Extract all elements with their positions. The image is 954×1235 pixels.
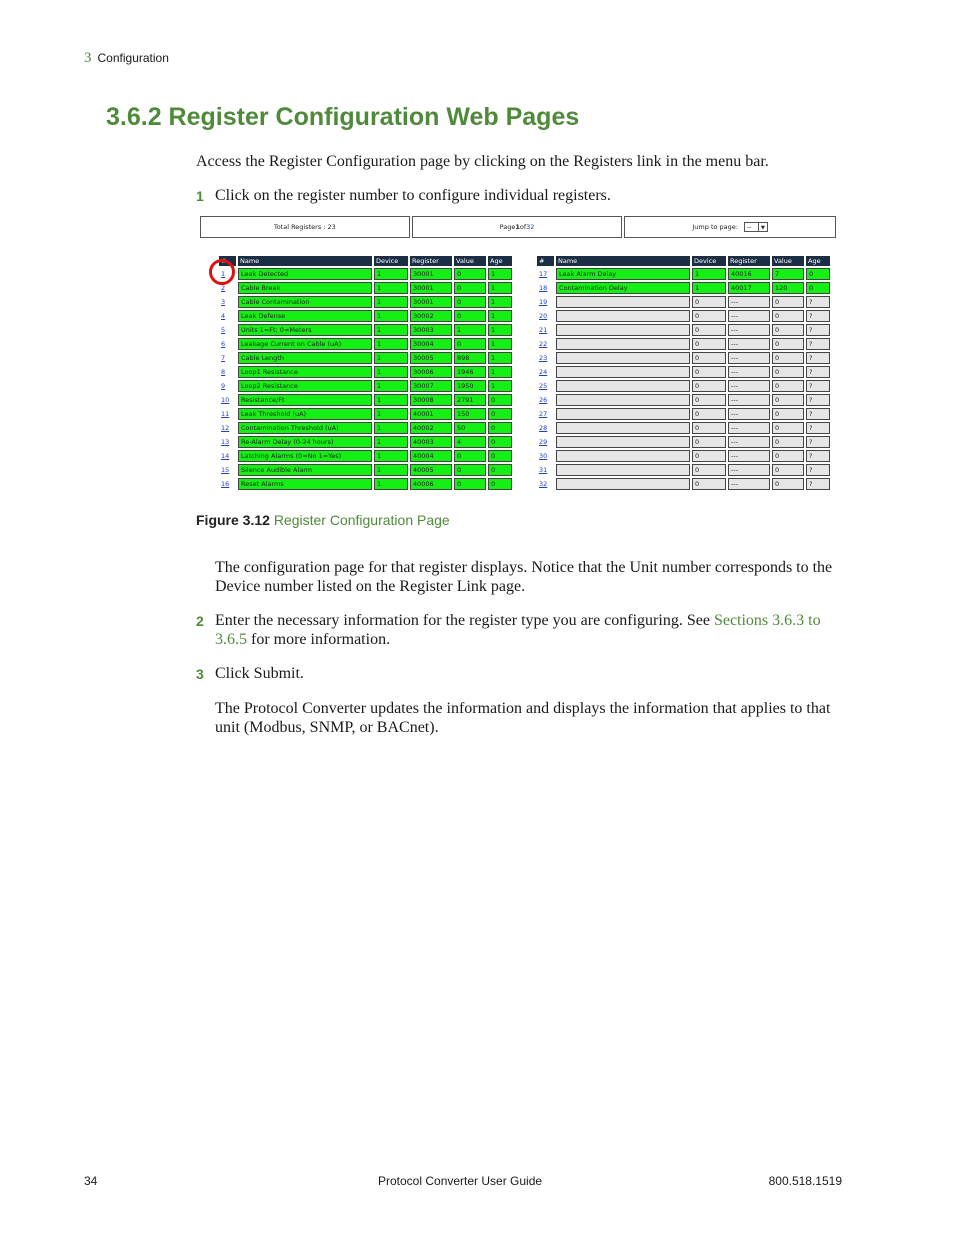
register-cell: 0 bbox=[772, 478, 804, 490]
table-row bbox=[537, 464, 830, 476]
register-cell bbox=[556, 324, 690, 336]
register-cell: 30002 bbox=[410, 310, 452, 322]
register-cell: Silence Audible Alarm bbox=[238, 464, 372, 476]
register-cell: 0 bbox=[692, 324, 726, 336]
table-row bbox=[219, 352, 512, 364]
register-number-cell bbox=[219, 450, 236, 462]
register-number-cell bbox=[537, 268, 554, 280]
register-number-cell bbox=[537, 324, 554, 336]
register-cell: 1946 bbox=[454, 366, 486, 378]
register-cell: 1 bbox=[374, 436, 408, 448]
register-cell: 30004 bbox=[410, 338, 452, 350]
register-cell: Cable Length bbox=[238, 352, 372, 364]
register-cell: 0 bbox=[772, 310, 804, 322]
table-row bbox=[537, 478, 830, 490]
register-number-link[interactable]: 17 bbox=[539, 270, 548, 278]
register-cell: 1 bbox=[374, 366, 408, 378]
column-header: Register bbox=[728, 256, 770, 266]
closing-paragraph: The Protocol Converter updates the information and displays the information that applies to that unit (Modbus, SNMP, or BACnet). bbox=[215, 700, 831, 736]
register-cell: 0 bbox=[772, 338, 804, 350]
register-cell: 0 bbox=[488, 408, 512, 420]
register-cell: 40002 bbox=[410, 422, 452, 434]
register-cell: 1 bbox=[692, 268, 726, 280]
table-row bbox=[537, 310, 830, 322]
running-header bbox=[84, 50, 169, 67]
register-number-cell bbox=[219, 436, 236, 448]
register-cell: Reset Alarms bbox=[238, 478, 372, 490]
column-header: Name bbox=[238, 256, 372, 266]
register-cell: --- bbox=[728, 380, 770, 392]
register-cell: 40016 bbox=[728, 268, 770, 280]
register-cell: 1 bbox=[374, 268, 408, 280]
register-number-link[interactable]: 16 bbox=[221, 480, 230, 488]
register-cell: 0 bbox=[454, 450, 486, 462]
table-row bbox=[219, 338, 512, 350]
register-number-link[interactable]: 30 bbox=[539, 452, 548, 460]
register-cell: 0 bbox=[806, 282, 830, 294]
highlight-circle bbox=[209, 259, 235, 285]
register-cell: ? bbox=[806, 436, 830, 448]
register-cell: 0 bbox=[772, 408, 804, 420]
register-cell: Loop1 Resistance bbox=[238, 366, 372, 378]
column-header: Age bbox=[806, 256, 830, 266]
footer-phone: 800.518.1519 bbox=[768, 1174, 842, 1188]
jump-to-page-select[interactable]: -- ▼ bbox=[744, 222, 768, 232]
register-cell: --- bbox=[728, 464, 770, 476]
register-cell: ? bbox=[806, 380, 830, 392]
register-cell: 1 bbox=[488, 268, 512, 280]
table-row bbox=[537, 450, 830, 462]
table-row bbox=[537, 366, 830, 378]
register-number-link[interactable]: 22 bbox=[539, 340, 548, 348]
register-number-link[interactable]: 10 bbox=[221, 396, 230, 404]
register-number-cell bbox=[537, 464, 554, 476]
register-cell: 1 bbox=[488, 352, 512, 364]
register-cell: 30007 bbox=[410, 380, 452, 392]
register-cell: 0 bbox=[488, 436, 512, 448]
register-cell: 0 bbox=[692, 422, 726, 434]
register-cell: 1 bbox=[374, 324, 408, 336]
table-row bbox=[219, 436, 512, 448]
register-cell: 1 bbox=[374, 422, 408, 434]
register-cell: 0 bbox=[772, 450, 804, 462]
register-cell: Units 1=Ft; 0=Meters bbox=[238, 324, 372, 336]
register-cell: --- bbox=[728, 422, 770, 434]
step-1-number: 1 bbox=[196, 188, 204, 204]
register-page-toolbar bbox=[200, 216, 838, 240]
register-cell: 0 bbox=[488, 422, 512, 434]
register-number-cell bbox=[219, 478, 236, 490]
register-number-link[interactable]: 13 bbox=[221, 438, 230, 446]
register-cell: 0 bbox=[692, 366, 726, 378]
section-title: 3.6.2 Register Configuration Web Pages bbox=[106, 103, 580, 131]
register-number-cell bbox=[537, 408, 554, 420]
register-cell: 0 bbox=[454, 338, 486, 350]
register-number-link[interactable]: 3 bbox=[221, 298, 226, 306]
register-cell: 1 bbox=[488, 310, 512, 322]
register-cell bbox=[556, 366, 690, 378]
register-cell: 30006 bbox=[410, 366, 452, 378]
register-cell: 40006 bbox=[410, 478, 452, 490]
register-number-link[interactable]: 4 bbox=[221, 312, 226, 320]
register-cell: 1 bbox=[374, 408, 408, 420]
register-cell: 0 bbox=[488, 394, 512, 406]
register-cell: 0 bbox=[692, 352, 726, 364]
table-row bbox=[219, 380, 512, 392]
register-cell: 0 bbox=[488, 464, 512, 476]
register-cell: 40004 bbox=[410, 450, 452, 462]
register-cell bbox=[556, 296, 690, 308]
register-cell: Leakage Current on Cable (uA) bbox=[238, 338, 372, 350]
total-registers: Total Registers : 23 bbox=[200, 216, 410, 238]
register-cell: --- bbox=[728, 478, 770, 490]
register-cell: 1 bbox=[374, 450, 408, 462]
register-cell: ? bbox=[806, 394, 830, 406]
register-cell: --- bbox=[728, 296, 770, 308]
register-cell: ? bbox=[806, 324, 830, 336]
register-number-cell bbox=[219, 296, 236, 308]
register-cell: 0 bbox=[454, 310, 486, 322]
page-indicator: Page 1 of 32 bbox=[412, 216, 623, 238]
register-cell: 4 bbox=[454, 436, 486, 448]
register-cell: 0 bbox=[692, 380, 726, 392]
register-cell: 0 bbox=[772, 296, 804, 308]
register-number-cell bbox=[537, 296, 554, 308]
register-cell: Leak Detected bbox=[238, 268, 372, 280]
register-cell bbox=[556, 310, 690, 322]
register-cell: Contamination Delay bbox=[556, 282, 690, 294]
column-header: # bbox=[537, 256, 554, 266]
sections-link[interactable]: Sections 3.6.3 to 3.6.5 bbox=[215, 612, 821, 648]
chapter-number: 3 bbox=[84, 50, 92, 66]
register-cell: 40003 bbox=[410, 436, 452, 448]
register-number-cell bbox=[219, 310, 236, 322]
register-number-cell bbox=[537, 338, 554, 350]
register-table-right bbox=[535, 254, 832, 492]
register-cell: Cable Contamination bbox=[238, 296, 372, 308]
register-cell: ? bbox=[806, 366, 830, 378]
table-row bbox=[219, 464, 512, 476]
step-2-number: 2 bbox=[196, 613, 204, 629]
register-number-link[interactable]: 21 bbox=[539, 326, 548, 334]
register-table-left bbox=[217, 254, 514, 492]
register-cell: ? bbox=[806, 464, 830, 476]
register-cell: 40001 bbox=[410, 408, 452, 420]
register-number-link[interactable]: 1 bbox=[221, 270, 226, 278]
table-row bbox=[537, 338, 830, 350]
register-number-link[interactable]: 15 bbox=[221, 466, 230, 474]
figure-caption: Figure 3.12 Register Configuration Page bbox=[196, 512, 450, 528]
register-cell: 1 bbox=[374, 296, 408, 308]
register-cell: ? bbox=[806, 352, 830, 364]
register-cell: 0 bbox=[692, 478, 726, 490]
page-number: 34 bbox=[84, 1174, 98, 1188]
register-number-cell bbox=[537, 422, 554, 434]
register-number-link[interactable]: 32 bbox=[539, 480, 548, 488]
register-cell bbox=[556, 436, 690, 448]
register-cell: 0 bbox=[454, 296, 486, 308]
register-cell: Latching Alarms (0=No 1=Yes) bbox=[238, 450, 372, 462]
column-header: Value bbox=[772, 256, 804, 266]
register-number-cell bbox=[537, 478, 554, 490]
register-cell: 1 bbox=[374, 380, 408, 392]
table-row bbox=[219, 282, 512, 294]
register-number-link[interactable]: 25 bbox=[539, 382, 548, 390]
register-number-link[interactable]: 27 bbox=[539, 410, 548, 418]
table-row bbox=[537, 296, 830, 308]
register-number-link[interactable]: 31 bbox=[539, 466, 548, 474]
register-cell: 30001 bbox=[410, 282, 452, 294]
register-cell: 120 bbox=[772, 282, 804, 294]
register-number-cell bbox=[537, 352, 554, 364]
register-cell: ? bbox=[806, 338, 830, 350]
column-header: Device bbox=[374, 256, 408, 266]
register-cell: 1 bbox=[692, 282, 726, 294]
column-header: Age bbox=[488, 256, 512, 266]
register-cell: 30005 bbox=[410, 352, 452, 364]
register-cell: 0 bbox=[772, 464, 804, 476]
register-cell bbox=[556, 464, 690, 476]
register-cell: 1 bbox=[374, 338, 408, 350]
register-cell: 40005 bbox=[410, 464, 452, 476]
register-cell: ? bbox=[806, 422, 830, 434]
table-row bbox=[219, 408, 512, 420]
register-cell bbox=[556, 394, 690, 406]
intro-paragraph: Access the Register Configuration page by clicking on the Registers link in the menu bar. bbox=[196, 153, 769, 170]
register-number-link[interactable]: 18 bbox=[539, 284, 548, 292]
register-number-cell bbox=[219, 380, 236, 392]
register-cell: 1 bbox=[454, 324, 486, 336]
register-cell: 0 bbox=[488, 450, 512, 462]
register-cell: 0 bbox=[692, 310, 726, 322]
register-cell: Re-Alarm Delay (0-24 hours) bbox=[238, 436, 372, 448]
table-row bbox=[537, 380, 830, 392]
register-number-cell bbox=[537, 436, 554, 448]
register-number-cell bbox=[219, 464, 236, 476]
register-cell: 0 bbox=[692, 296, 726, 308]
register-number-cell bbox=[537, 366, 554, 378]
step-3-text: Click Submit. bbox=[215, 665, 304, 682]
register-cell: --- bbox=[728, 436, 770, 448]
register-cell: 30003 bbox=[410, 324, 452, 336]
register-number-link[interactable]: 8 bbox=[221, 368, 226, 376]
register-cell: 0 bbox=[454, 268, 486, 280]
register-number-link[interactable]: 11 bbox=[221, 410, 230, 418]
register-number-link[interactable]: 7 bbox=[221, 354, 226, 362]
register-cell: 1 bbox=[488, 296, 512, 308]
table-row bbox=[219, 422, 512, 434]
register-number-link[interactable]: 29 bbox=[539, 438, 548, 446]
register-cell: --- bbox=[728, 408, 770, 420]
register-cell: 1 bbox=[374, 478, 408, 490]
register-cell: 898 bbox=[454, 352, 486, 364]
register-cell: 0 bbox=[692, 436, 726, 448]
register-number-link[interactable]: 14 bbox=[221, 452, 230, 460]
register-number-cell bbox=[537, 394, 554, 406]
register-cell: 1 bbox=[374, 282, 408, 294]
table-row bbox=[219, 478, 512, 490]
register-cell: 0 bbox=[692, 394, 726, 406]
register-number-cell bbox=[219, 338, 236, 350]
table-row bbox=[537, 422, 830, 434]
register-number-cell bbox=[537, 282, 554, 294]
register-number-link[interactable]: 12 bbox=[221, 424, 230, 432]
register-config-screenshot bbox=[200, 216, 840, 494]
register-cell: ? bbox=[806, 408, 830, 420]
register-cell: 1 bbox=[374, 394, 408, 406]
register-cell: --- bbox=[728, 338, 770, 350]
register-cell: --- bbox=[728, 310, 770, 322]
register-number-cell bbox=[537, 450, 554, 462]
register-number-cell bbox=[219, 422, 236, 434]
register-cell: 0 bbox=[772, 436, 804, 448]
step-3-number: 3 bbox=[196, 666, 204, 682]
register-cell bbox=[556, 478, 690, 490]
register-cell bbox=[556, 450, 690, 462]
register-cell: 0 bbox=[454, 282, 486, 294]
register-cell: 0 bbox=[772, 394, 804, 406]
chapter-name: Configuration bbox=[97, 51, 169, 65]
register-cell bbox=[556, 408, 690, 420]
step-2-text: Enter the necessary information for the register type you are configuring. See Sections 3.6.3 to 3.6.5 for more information. bbox=[215, 612, 821, 648]
step-1-text: Click on the register number to configure individual registers. bbox=[215, 187, 611, 204]
register-number-link[interactable]: 20 bbox=[539, 312, 548, 320]
register-number-cell bbox=[219, 324, 236, 336]
table-row bbox=[219, 324, 512, 336]
register-cell: 1 bbox=[488, 338, 512, 350]
register-cell: 0 bbox=[454, 478, 486, 490]
register-cell: 30008 bbox=[410, 394, 452, 406]
column-header: Device bbox=[692, 256, 726, 266]
register-cell: 1 bbox=[488, 324, 512, 336]
table-row bbox=[219, 394, 512, 406]
table-row bbox=[219, 268, 512, 280]
table-row bbox=[219, 310, 512, 322]
register-cell: 150 bbox=[454, 408, 486, 420]
chevron-down-icon: ▼ bbox=[758, 223, 767, 231]
register-cell: ? bbox=[806, 310, 830, 322]
register-number-link[interactable]: 6 bbox=[221, 340, 226, 348]
register-number-cell bbox=[537, 310, 554, 322]
register-cell: 1 bbox=[488, 366, 512, 378]
register-cell: 1 bbox=[488, 380, 512, 392]
register-cell bbox=[556, 422, 690, 434]
register-cell: 0 bbox=[772, 352, 804, 364]
register-number-link[interactable]: 24 bbox=[539, 368, 548, 376]
register-number-cell bbox=[537, 380, 554, 392]
register-cell: --- bbox=[728, 352, 770, 364]
register-number-link[interactable]: 2 bbox=[221, 284, 226, 292]
register-cell: ? bbox=[806, 450, 830, 462]
register-cell: ? bbox=[806, 478, 830, 490]
table-row bbox=[537, 394, 830, 406]
register-cell: 30001 bbox=[410, 296, 452, 308]
table-row bbox=[537, 282, 830, 294]
register-cell: --- bbox=[728, 366, 770, 378]
register-cell: --- bbox=[728, 450, 770, 462]
register-cell bbox=[556, 338, 690, 350]
register-cell: 50 bbox=[454, 422, 486, 434]
register-cell: 2791 bbox=[454, 394, 486, 406]
table-row bbox=[537, 324, 830, 336]
register-number-cell bbox=[219, 366, 236, 378]
register-number-link[interactable]: 19 bbox=[539, 298, 548, 306]
register-number-cell bbox=[219, 394, 236, 406]
register-number-link[interactable]: 5 bbox=[221, 326, 226, 334]
table-row bbox=[219, 366, 512, 378]
register-cell: 0 bbox=[488, 478, 512, 490]
register-cell bbox=[556, 352, 690, 364]
column-header: Value bbox=[454, 256, 486, 266]
register-cell: 1950 bbox=[454, 380, 486, 392]
column-header: Register bbox=[410, 256, 452, 266]
table-row bbox=[219, 450, 512, 462]
register-cell: --- bbox=[728, 394, 770, 406]
register-cell: Loop2 Resistance bbox=[238, 380, 372, 392]
column-header: # bbox=[219, 256, 236, 266]
table-row bbox=[537, 352, 830, 364]
register-cell: 40017 bbox=[728, 282, 770, 294]
register-cell: ? bbox=[806, 296, 830, 308]
register-cell: 7 bbox=[772, 268, 804, 280]
register-number-link[interactable]: 23 bbox=[539, 354, 548, 362]
after-figure-paragraph: The configuration page for that register displays. Notice that the Unit number corresponds to the Device number listed on the Register Link page. bbox=[215, 559, 833, 595]
register-cell: 1 bbox=[374, 352, 408, 364]
register-cell bbox=[556, 380, 690, 392]
register-cell: 0 bbox=[454, 464, 486, 476]
table-row bbox=[219, 296, 512, 308]
register-cell: 0 bbox=[772, 380, 804, 392]
register-number-link[interactable]: 28 bbox=[539, 424, 548, 432]
register-number-link[interactable]: 26 bbox=[539, 396, 548, 404]
footer-title: Protocol Converter User Guide bbox=[378, 1174, 543, 1188]
register-cell: 1 bbox=[374, 464, 408, 476]
register-cell: 0 bbox=[772, 422, 804, 434]
register-cell: --- bbox=[728, 324, 770, 336]
register-number-cell bbox=[219, 352, 236, 364]
register-cell: 0 bbox=[692, 338, 726, 350]
register-cell: Leak Alarm Delay bbox=[556, 268, 690, 280]
register-cell: Contamination Threshold (uA) bbox=[238, 422, 372, 434]
table-row bbox=[537, 436, 830, 448]
register-number-link[interactable]: 9 bbox=[221, 382, 226, 390]
column-header: Name bbox=[556, 256, 690, 266]
register-cell: 0 bbox=[692, 464, 726, 476]
register-cell: Leak Defense bbox=[238, 310, 372, 322]
register-cell: 30001 bbox=[410, 268, 452, 280]
register-cell: 0 bbox=[772, 324, 804, 336]
register-cell: 0 bbox=[692, 450, 726, 462]
register-cell: 0 bbox=[806, 268, 830, 280]
register-cell: 0 bbox=[772, 366, 804, 378]
register-cell: 1 bbox=[488, 282, 512, 294]
table-row bbox=[537, 408, 830, 420]
register-cell: Cable Break bbox=[238, 282, 372, 294]
register-cell: Leak Threshold (uA) bbox=[238, 408, 372, 420]
register-number-cell bbox=[219, 408, 236, 420]
register-cell: Resistance/Ft bbox=[238, 394, 372, 406]
jump-to-page: Jump to page: -- ▼ bbox=[624, 216, 836, 238]
register-cell: 0 bbox=[692, 408, 726, 420]
table-row bbox=[537, 268, 830, 280]
register-cell: 1 bbox=[374, 310, 408, 322]
